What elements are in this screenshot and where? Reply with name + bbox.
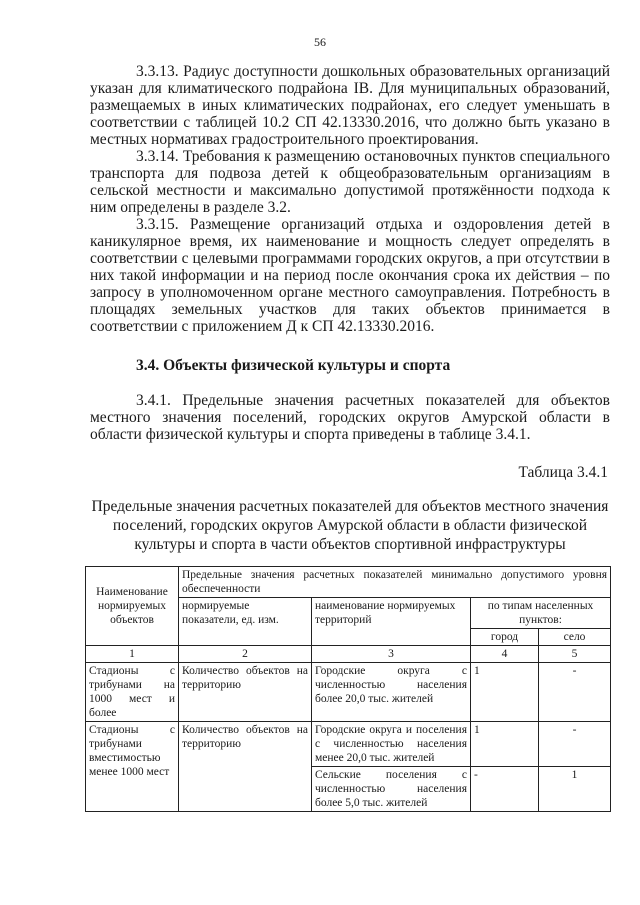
column-number: 1 <box>86 646 179 663</box>
table-title: Предельные значения расчетных показателей для объектов местного значения поселений, городских округов Амурской области в области физической культуры и спорта в части объектов спортивной инфраструктуры <box>91 498 609 553</box>
row-indicator: Количество объектов на территорию <box>179 722 312 812</box>
row-territory: Городские округа с численностью населения более 20,0 тыс. жителей <box>312 663 471 722</box>
table-label: Таблица 3.4.1 <box>518 464 608 481</box>
column-number: 3 <box>312 646 471 663</box>
row-village-value: - <box>539 722 611 767</box>
column-number: 4 <box>471 646 539 663</box>
header-object-name: Наименование нормируемых объектов <box>86 567 179 646</box>
row-city-value: - <box>471 767 539 812</box>
header-indicators-group: Предельные значения расчетных показателей минимально допустимого уровня обеспеченности <box>179 567 611 598</box>
header-village: село <box>539 629 611 646</box>
column-number: 5 <box>539 646 611 663</box>
paragraph-3-3-15: 3.3.15. Размещение организаций отдыха и оздоровления детей в каникулярное время, их наименование и мощность следует определять в соответствии с целевыми программами городских округов, а при отсутствии в них такой информации и на период после окончания срока их действия – по запросу в уполномоченном органе местного самоуправления. Потребность в площадях земельных участков для таких объектов принимается в соответствии с приложением Д к СП 42.13330.2016. <box>90 216 610 335</box>
row-village-value: - <box>539 663 611 722</box>
section-heading: 3.4. Объекты физической культуры и спорта <box>136 357 451 374</box>
header-indicator-unit: нормируемые показатели, ед. изм. <box>179 598 312 646</box>
row-object: Стадионы с трибунами вместимостью менее 1000 мест <box>86 722 179 812</box>
page-number: 56 <box>314 35 326 49</box>
row-territory: Сельские поселения с численностью населения более 5,0 тыс. жителей <box>312 767 471 812</box>
header-city: город <box>471 629 539 646</box>
row-city-value: 1 <box>471 663 539 722</box>
column-numbers-row <box>86 646 611 663</box>
table-row <box>86 722 611 767</box>
header-territory-name: наименование нормируемых территорий <box>312 598 471 646</box>
paragraph-3-3-14: 3.3.14. Требования к размещению остановочных пунктов специального транспорта для подвоза детей к общеобразовательным организациям в сельской местности и максимально допустимой протяжённости подхода к ним определены в разделе 3.2. <box>90 148 610 216</box>
column-number: 2 <box>179 646 312 663</box>
row-territory: Городские округа и поселения с численностью населения менее 20,0 тыс. жителей <box>312 722 471 767</box>
row-object: Стадионы с трибунами на 1000 мест и более <box>86 663 179 722</box>
row-village-value: 1 <box>539 767 611 812</box>
header-settlement-types: по типам населенных пунктов: <box>471 598 611 629</box>
row-city-value: 1 <box>471 722 539 767</box>
table-row <box>86 663 611 722</box>
sports-infrastructure-table <box>85 566 611 812</box>
paragraph-3-3-13: 3.3.13. Радиус доступности дошкольных образовательных организаций указан для климатического подрайона IВ. Для муниципальных образований, размещаемых в иных климатических подрайонах, его следует уменьшать в соответствии с таблицей 10.2 СП 42.13330.2016, что должно быть указано в местных нормативах градостроительного проектирования. <box>90 63 610 148</box>
row-indicator: Количество объектов на территорию <box>179 663 312 722</box>
paragraph-3-4-1: 3.4.1. Предельные значения расчетных показателей для объектов местного значения поселений, городских округов Амурской области в области физической культуры и спорта приведены в таблице 3.4.1. <box>90 392 610 443</box>
